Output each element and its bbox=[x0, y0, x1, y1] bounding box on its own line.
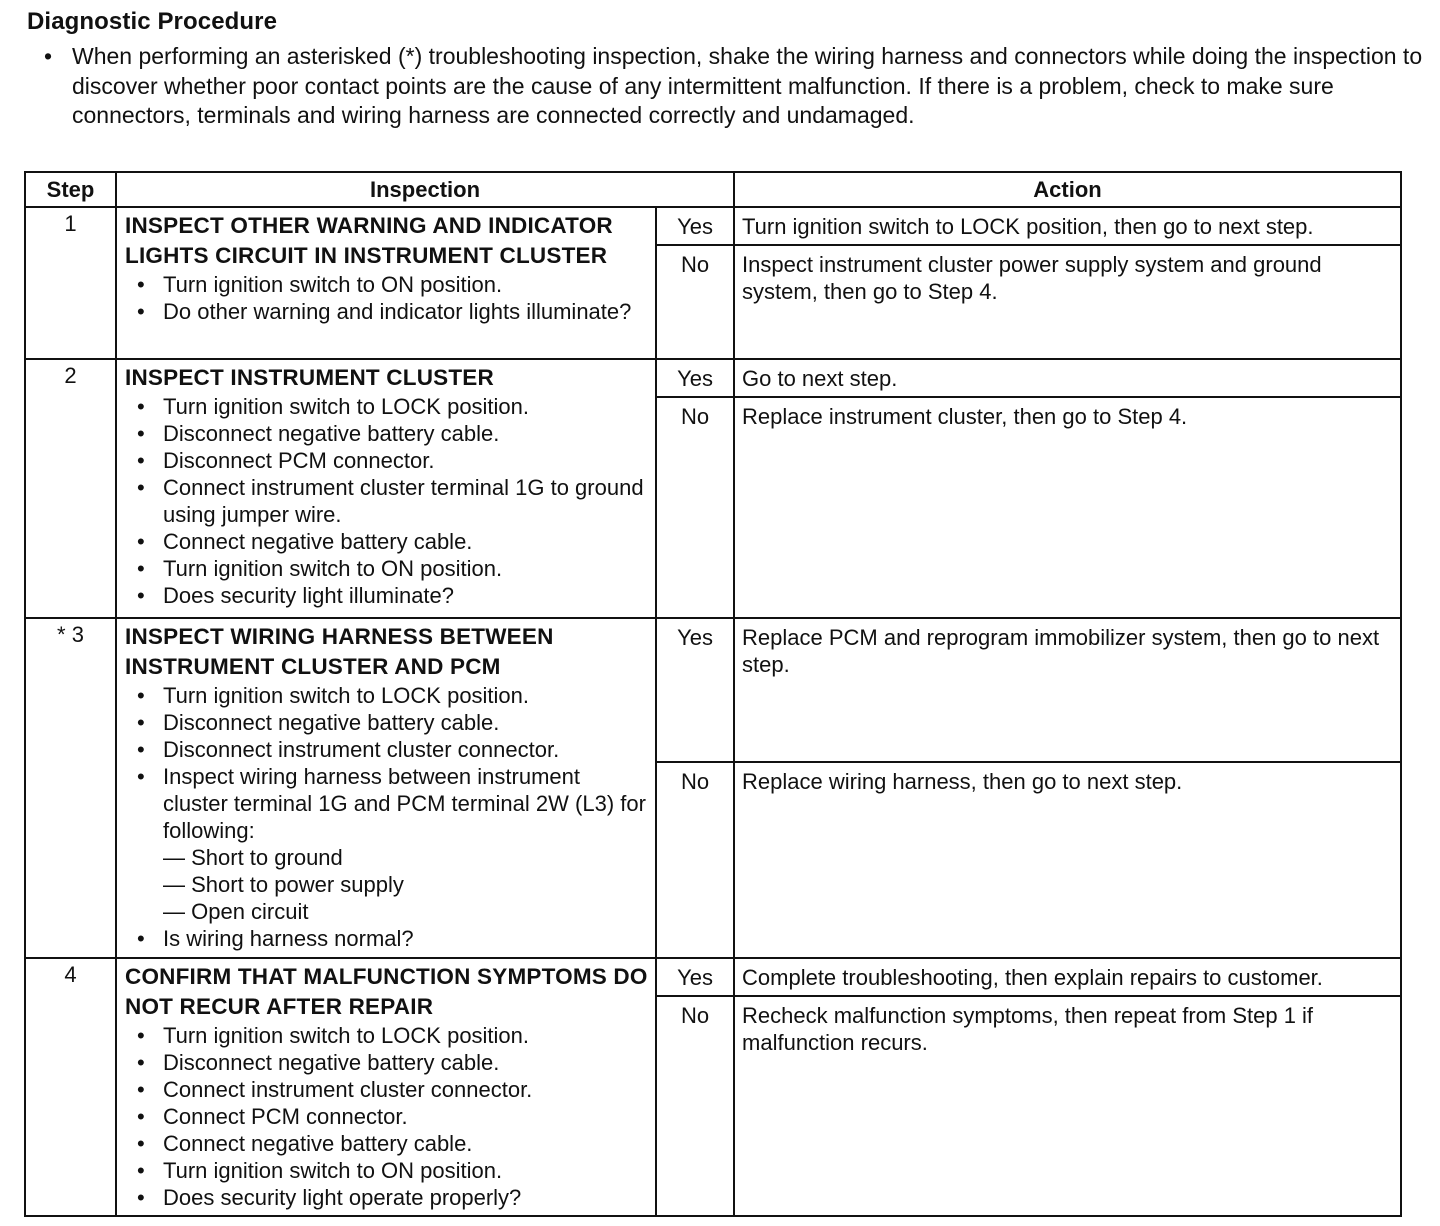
yes-label: Yes bbox=[656, 207, 734, 245]
list-item: • Do other warning and indicator lights illuminate? bbox=[125, 298, 649, 325]
table-row bbox=[25, 958, 1401, 996]
no-label: No bbox=[656, 762, 734, 958]
list-item: • Disconnect negative battery cable. bbox=[125, 420, 649, 447]
list-item: • Is wiring harness normal? bbox=[125, 925, 649, 952]
header-inspection: Inspection bbox=[116, 172, 734, 207]
list-item: • Connect instrument cluster terminal 1G to ground using jumper wire. bbox=[125, 474, 649, 528]
list-item: • Disconnect negative battery cable. bbox=[125, 709, 649, 736]
yes-action: Turn ignition switch to LOCK position, then go to next step. bbox=[734, 207, 1401, 245]
yes-label: Yes bbox=[656, 359, 734, 397]
inspection-cell bbox=[116, 207, 656, 359]
list-item: • Disconnect negative battery cable. bbox=[125, 1049, 649, 1076]
step-number: 1 bbox=[25, 207, 116, 359]
list-item: • Connect PCM connector. bbox=[125, 1103, 649, 1130]
list-item: • Turn ignition switch to ON position. bbox=[125, 271, 649, 298]
step-number: * 3 bbox=[25, 618, 116, 958]
inspection-list bbox=[125, 393, 649, 609]
list-item: • Does security light operate properly? bbox=[125, 1184, 649, 1211]
table-row bbox=[25, 618, 1401, 762]
sub-list-item: — Short to power supply bbox=[163, 872, 404, 897]
intro-bullet bbox=[44, 42, 1424, 131]
list-item: • Turn ignition switch to LOCK position. bbox=[125, 393, 649, 420]
sub-list-item: — Short to ground bbox=[163, 845, 343, 870]
list-item: • Disconnect instrument cluster connector. bbox=[125, 736, 649, 763]
step-number: 2 bbox=[25, 359, 116, 618]
inspection-list bbox=[125, 271, 649, 325]
header-action: Action bbox=[734, 172, 1401, 207]
inspection-cell bbox=[116, 618, 656, 958]
list-item: • Turn ignition switch to ON position. bbox=[125, 555, 649, 582]
table-header-row bbox=[25, 172, 1401, 207]
table-row bbox=[25, 207, 1401, 245]
list-item: • Disconnect PCM connector. bbox=[125, 447, 649, 474]
no-action: Inspect instrument cluster power supply system and ground system, then go to Step 4. bbox=[734, 245, 1401, 359]
table-row bbox=[25, 359, 1401, 397]
yes-action: Complete troubleshooting, then explain repairs to customer. bbox=[734, 958, 1401, 996]
bullet-icon: • bbox=[44, 43, 53, 69]
list-item: • Connect instrument cluster connector. bbox=[125, 1076, 649, 1103]
inspection-list bbox=[125, 1022, 649, 1211]
inspection-list bbox=[125, 682, 649, 952]
no-label: No bbox=[656, 245, 734, 359]
step-number: 4 bbox=[25, 958, 116, 1216]
inspection-heading: INSPECT INSTRUMENT CLUSTER bbox=[125, 365, 494, 390]
inspection-heading: INSPECT OTHER WARNING AND INDICATOR LIGHTS CIRCUIT IN INSTRUMENT CLUSTER bbox=[125, 213, 613, 268]
inspection-heading: INSPECT WIRING HARNESS BETWEEN INSTRUMENT CLUSTER AND PCM bbox=[125, 624, 554, 679]
inspection-cell bbox=[116, 359, 656, 618]
list-item: • Does security light illuminate? bbox=[125, 582, 649, 609]
intro-text: When performing an asterisked (*) troubleshooting inspection, shake the wiring harness and connectors while doing the inspection to discover whether poor contact points are the cause of any intermittent malfunction. If there is a problem, check to make sure connectors, terminals and wiring harness are connected correctly and undamaged. bbox=[72, 43, 1423, 128]
diagnostic-table bbox=[24, 171, 1402, 1217]
yes-action: Replace PCM and reprogram immobilizer system, then go to next step. bbox=[734, 618, 1401, 762]
list-item: • Turn ignition switch to LOCK position. bbox=[125, 682, 649, 709]
sub-list-item: — Open circuit bbox=[163, 899, 309, 924]
list-item: • Turn ignition switch to ON position. bbox=[125, 1157, 649, 1184]
header-step: Step bbox=[25, 172, 116, 207]
list-item: • Connect negative battery cable. bbox=[125, 528, 649, 555]
list-item: • Turn ignition switch to LOCK position. bbox=[125, 1022, 649, 1049]
inspection-cell bbox=[116, 958, 656, 1216]
list-item bbox=[125, 763, 649, 925]
yes-label: Yes bbox=[656, 958, 734, 996]
no-label: No bbox=[656, 397, 734, 618]
no-action: Replace wiring harness, then go to next step. bbox=[734, 762, 1401, 958]
page-title: Diagnostic Procedure bbox=[27, 8, 278, 35]
yes-label: Yes bbox=[656, 618, 734, 762]
inspection-heading: CONFIRM THAT MALFUNCTION SYMPTOMS DO NOT RECUR AFTER REPAIR bbox=[125, 964, 648, 1019]
no-label: No bbox=[656, 996, 734, 1216]
list-item-text: Inspect wiring harness between instrument cluster terminal 1G and PCM terminal 2W (L3) for following: bbox=[163, 764, 646, 843]
no-action: Recheck malfunction symptoms, then repeat from Step 1 if malfunction recurs. bbox=[734, 996, 1401, 1216]
list-item: • Connect negative battery cable. bbox=[125, 1130, 649, 1157]
no-action: Replace instrument cluster, then go to Step 4. bbox=[734, 397, 1401, 618]
yes-action: Go to next step. bbox=[734, 359, 1401, 397]
